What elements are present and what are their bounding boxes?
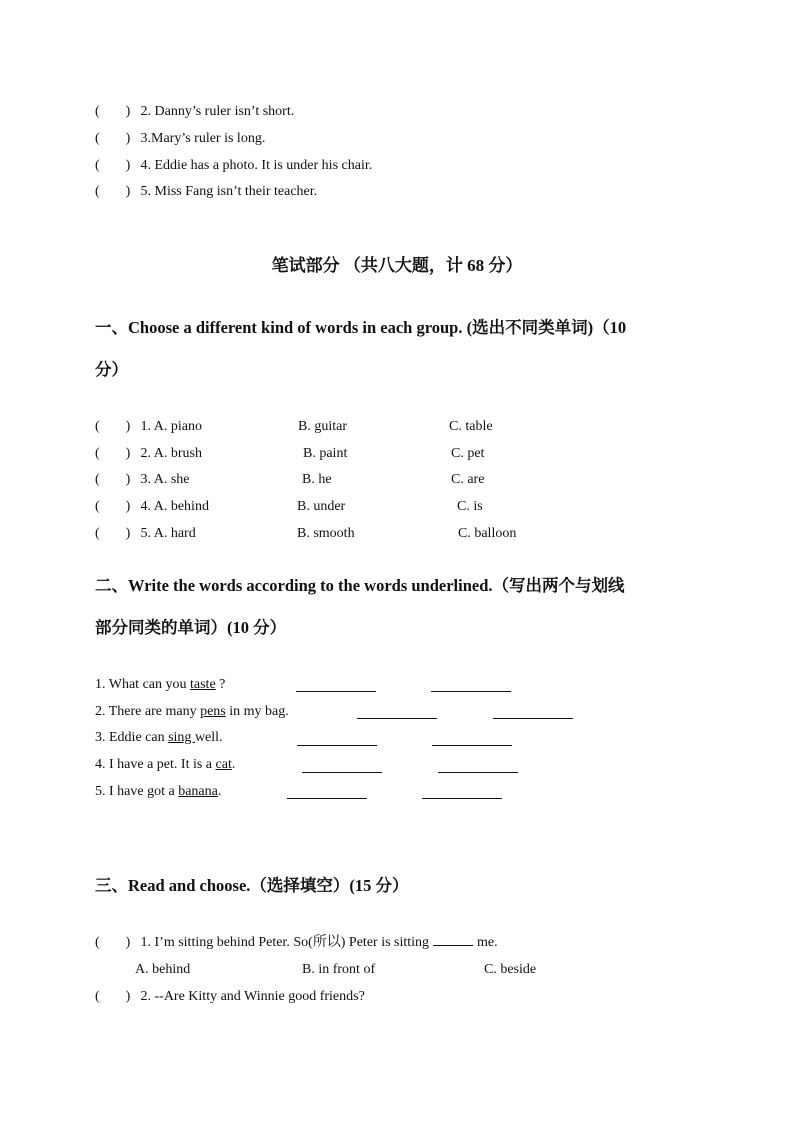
s1-item-3-option-c: C. are	[451, 472, 485, 487]
item-text: 1. What can you	[95, 677, 190, 692]
s2-item-2	[95, 703, 289, 721]
written-part-title: 笔试部分 （共八大题，计 68 分）	[271, 256, 523, 275]
answer-paren[interactable]: ( )	[95, 131, 131, 146]
answer-paren[interactable]: ( )	[95, 526, 131, 541]
answer-blank[interactable]	[438, 772, 518, 773]
fill-blank[interactable]	[433, 944, 473, 946]
top-item-5	[95, 183, 317, 201]
s2-item-4	[95, 756, 235, 774]
section1-heading-cont: 分）	[95, 360, 128, 379]
item-text-end: well.	[194, 730, 223, 745]
option-a: 1. A. piano	[140, 419, 202, 434]
option-a: 3. A. she	[140, 472, 190, 487]
s1-item-5	[95, 525, 196, 543]
answer-blank[interactable]	[432, 745, 512, 746]
item-text: 5. Miss Fang isn’t their teacher.	[140, 184, 318, 199]
s1-item-4-option-c: C. is	[457, 499, 483, 514]
answer-blank[interactable]	[357, 718, 437, 719]
answer-blank[interactable]	[422, 798, 502, 799]
item-text: 4. Eddie has a photo. It is under his chair.	[140, 158, 373, 173]
s3-item-1-option-a: A. behind	[135, 962, 191, 977]
answer-blank[interactable]	[431, 691, 511, 692]
underlined-word: pens	[200, 704, 226, 719]
underlined-word: taste	[190, 677, 216, 692]
s1-item-1	[95, 418, 202, 436]
s2-item-5	[95, 783, 221, 801]
s3-item-1	[95, 934, 498, 952]
s2-item-3	[95, 729, 223, 747]
item-text-end: in my bag.	[225, 704, 289, 719]
question-text-end: me.	[477, 935, 498, 950]
s1-item-2	[95, 445, 202, 463]
option-a: 4. A. behind	[140, 499, 209, 514]
answer-paren[interactable]: ( )	[95, 472, 131, 487]
answer-paren[interactable]: ( )	[95, 935, 131, 950]
answer-paren[interactable]: ( )	[95, 184, 131, 199]
answer-paren[interactable]: ( )	[95, 499, 131, 514]
answer-blank[interactable]	[493, 718, 573, 719]
s1-item-3	[95, 471, 190, 489]
s1-item-4	[95, 498, 209, 516]
s3-item-2	[95, 988, 365, 1006]
answer-blank[interactable]	[302, 772, 382, 773]
option-a: 2. A. brush	[140, 446, 202, 461]
item-text-end: .	[231, 757, 236, 772]
s1-item-5-option-b: B. smooth	[297, 526, 355, 541]
s1-item-4-option-b: B. under	[297, 499, 346, 514]
item-text-end: .	[217, 784, 222, 799]
s1-item-3-option-b: B. he	[302, 472, 332, 487]
s2-item-1	[95, 676, 225, 694]
s3-item-1-option-c: C. beside	[484, 962, 537, 977]
s1-item-2-option-b: B. paint	[303, 446, 348, 461]
question-text: 2. --Are Kitty and Winnie good friends?	[140, 989, 365, 1004]
s1-item-1-option-c: C. table	[449, 419, 493, 434]
answer-blank[interactable]	[297, 745, 377, 746]
s1-item-2-option-c: C. pet	[451, 446, 485, 461]
underlined-word: banana	[178, 784, 218, 799]
answer-paren[interactable]: ( )	[95, 104, 131, 119]
s1-item-5-option-c: C. balloon	[458, 526, 517, 541]
question-text: 1. I’m sitting behind Peter. So(所以) Peter is sitting	[140, 935, 430, 950]
answer-blank[interactable]	[296, 691, 376, 692]
top-item-4	[95, 157, 372, 175]
underlined-word: cat	[215, 757, 232, 772]
option-a: 5. A. hard	[140, 526, 196, 541]
item-text: 2. Danny’s ruler isn’t short.	[140, 104, 295, 119]
section3-heading: 三、Read and choose.（选择填空）(15 分）	[95, 876, 409, 895]
item-text: 5. I have got a	[95, 784, 179, 799]
top-item-3	[95, 130, 265, 148]
section2-heading: 二、Write the words according to the words underlined.（写出两个与划线	[95, 576, 625, 595]
answer-paren[interactable]: ( )	[95, 158, 131, 173]
top-item-2	[95, 103, 294, 121]
answer-paren[interactable]: ( )	[95, 989, 131, 1004]
item-text: 3. Eddie can	[95, 730, 169, 745]
section2-heading-cont: 部分同类的单词）(10 分）	[95, 618, 287, 637]
underlined-word: sing	[168, 730, 195, 745]
item-text: 4. I have a pet. It is a	[95, 757, 216, 772]
item-text-end: ?	[215, 677, 226, 692]
item-text: 3.Mary’s ruler is long.	[140, 131, 266, 146]
answer-blank[interactable]	[287, 798, 367, 799]
answer-paren[interactable]: ( )	[95, 419, 131, 434]
answer-paren[interactable]: ( )	[95, 446, 131, 461]
item-text: 2. There are many	[95, 704, 201, 719]
section1-heading: 一、Choose a different kind of words in each group. (选出不同类单词)（10	[95, 318, 627, 337]
s1-item-1-option-b: B. guitar	[298, 419, 347, 434]
s3-item-1-option-b: B. in front of	[302, 962, 376, 977]
